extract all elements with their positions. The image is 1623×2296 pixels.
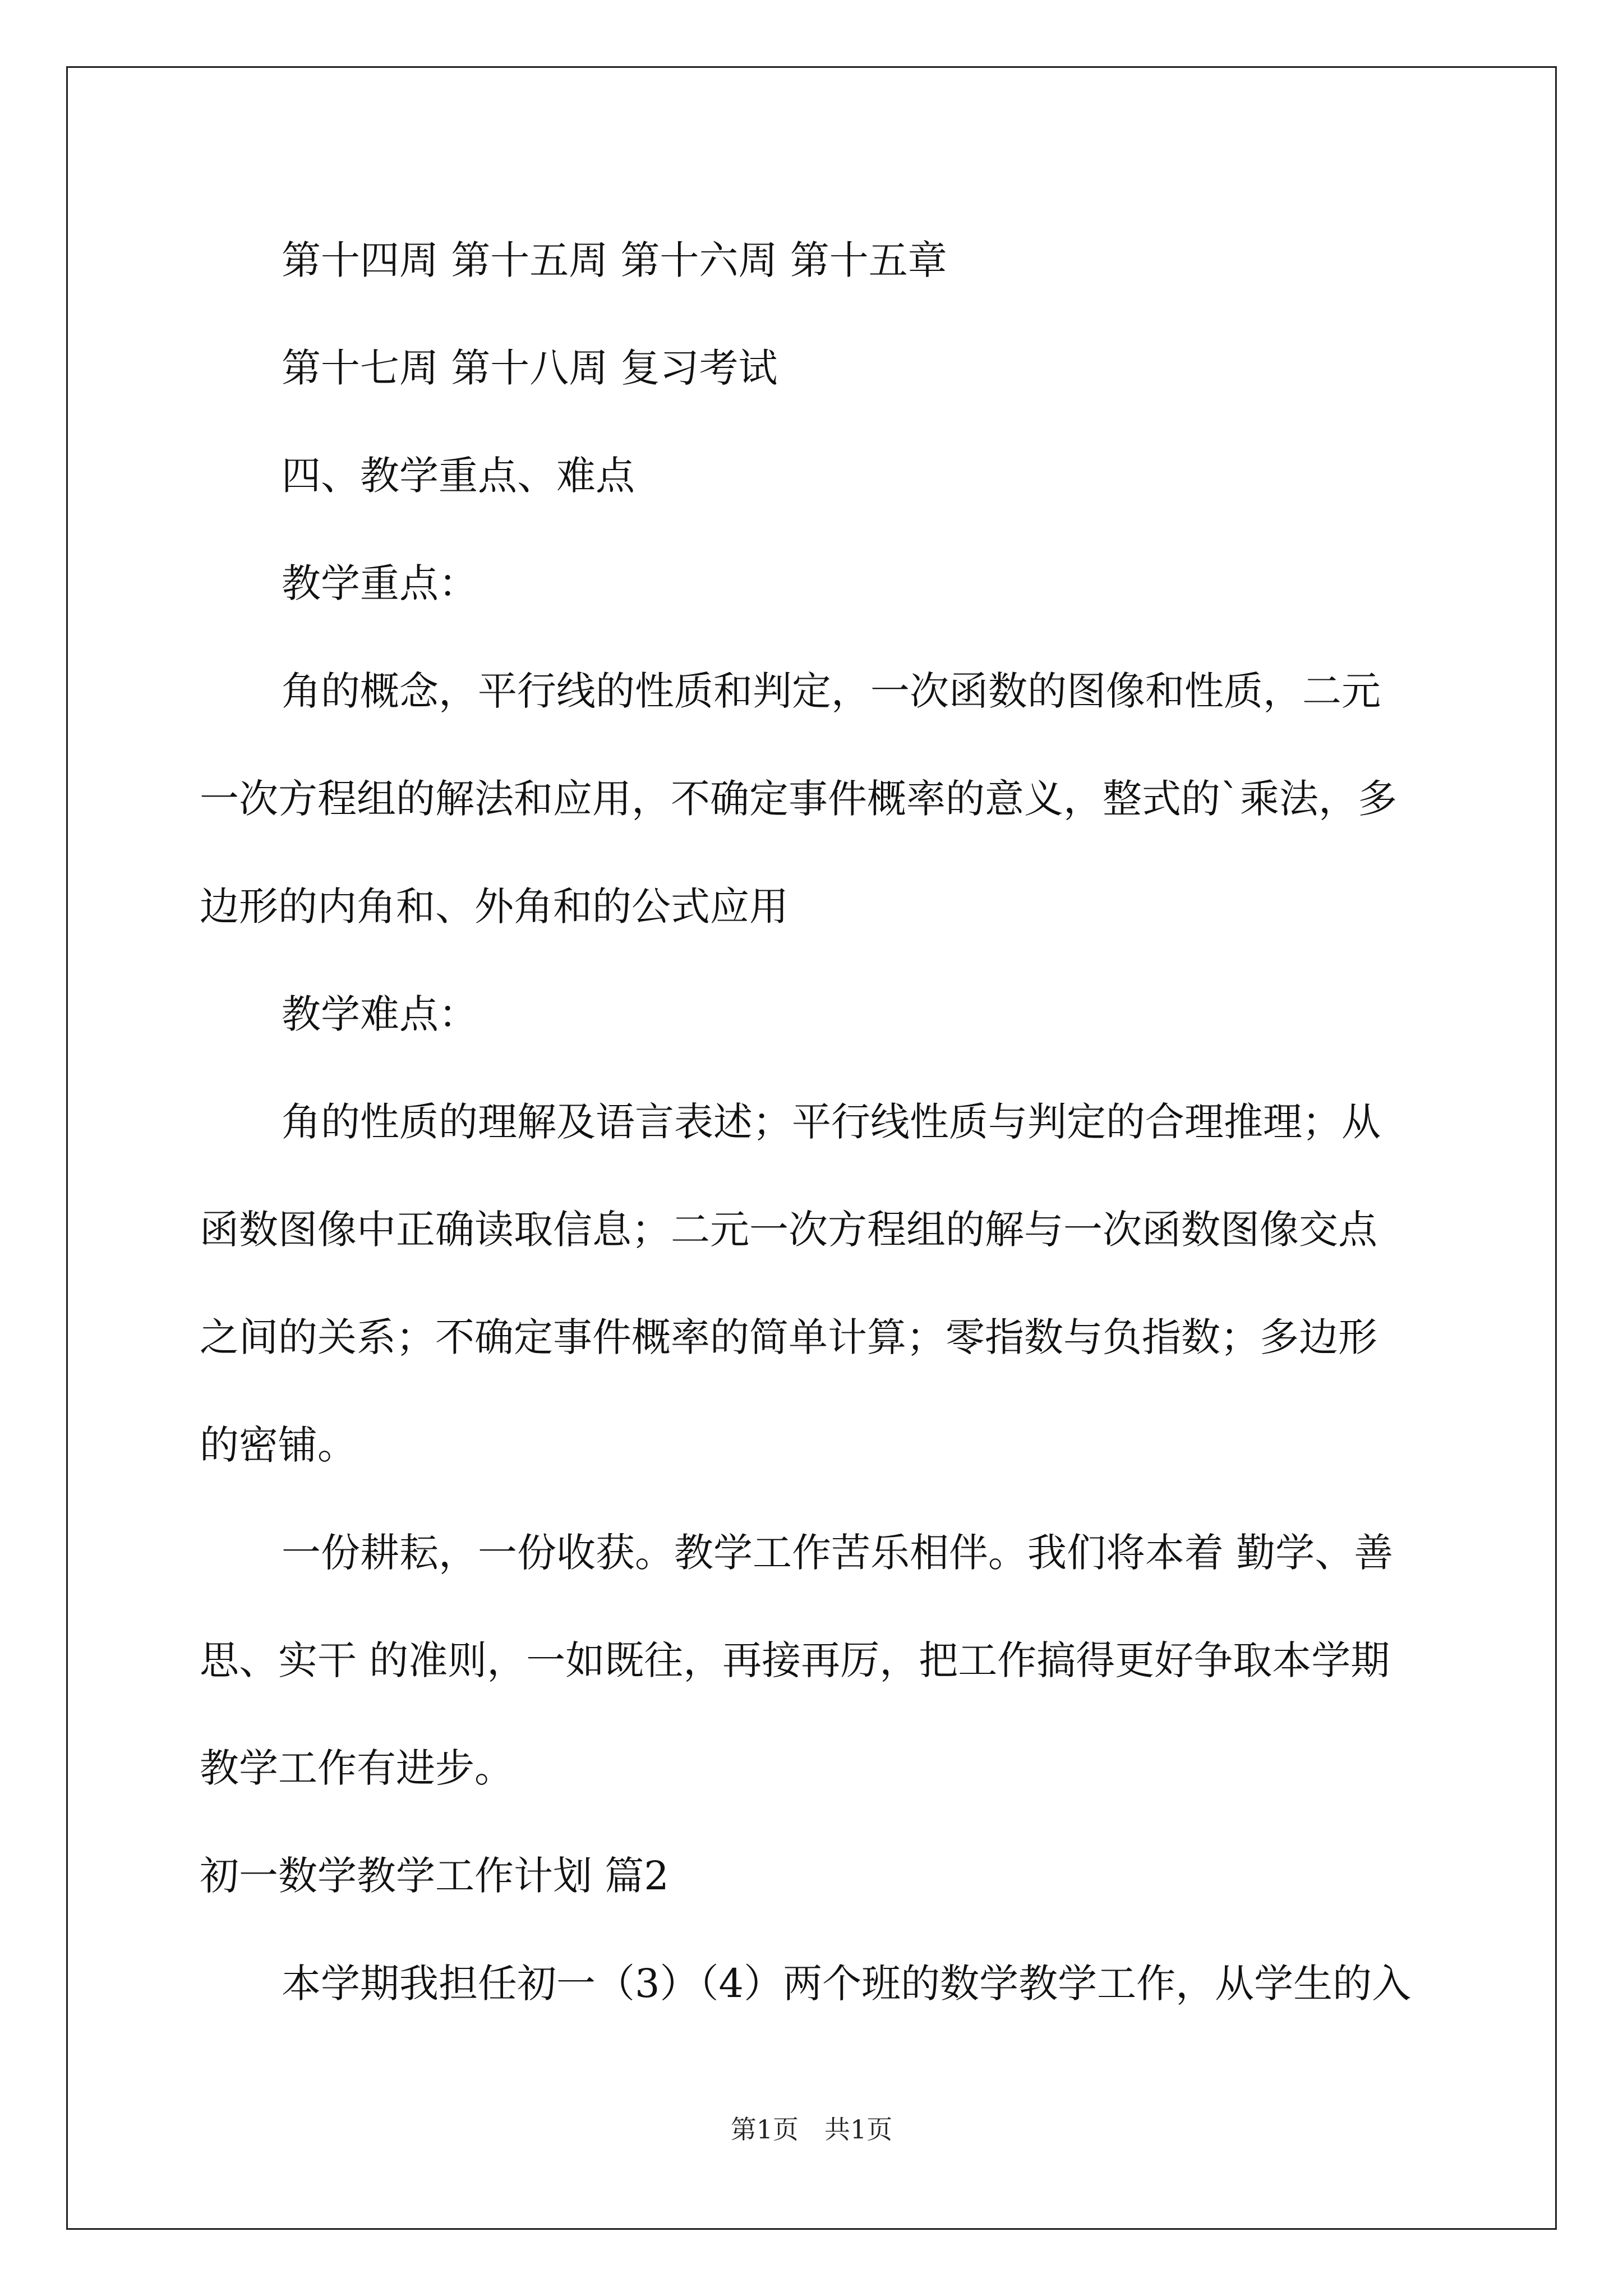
text-line: 教学工作有进步。: [200, 1745, 514, 1791]
text-line: 第十七周 第十八周 复习考试: [282, 345, 778, 391]
text-line: 之间的关系；不确定事件概率的简单计算；零指数与负指数；多边形: [200, 1314, 1377, 1360]
text-line: 函数图像中正确读取信息；二元一次方程组的解与一次函数图像交点: [200, 1207, 1377, 1253]
text-line: 第十四周 第十五周 第十六周 第十五章: [282, 237, 947, 283]
section-heading: 四、教学重点、难点: [282, 453, 635, 499]
document-body: [200, 206, 1433, 2037]
text-line: 的密铺。: [200, 1422, 357, 1468]
text-line: 角的性质的理解及语言表述；平行线性质与判定的合理推理；从: [282, 1099, 1381, 1145]
page-footer: 第1页 共1页: [730, 2114, 893, 2145]
text-line: 一次方程组的解法和应用，不确定事件概率的意义，整式的`乘法，多: [200, 776, 1397, 822]
text-line: 思、实干 的准则，一如既往，再接再厉，把工作搞得更好争取本学期: [200, 1637, 1390, 1683]
text-line: 一份耕耘，一份收获。教学工作苦乐相伴。我们将本着 勤学、善: [282, 1530, 1394, 1576]
text-line: 边形的内角和、外角和的公式应用: [200, 884, 789, 930]
text-line: 角的概念，平行线的性质和判定，一次函数的图像和性质，二元: [282, 668, 1381, 714]
text-line: 本学期我担任初一（3）（4）两个班的数学教学工作，从学生的入: [282, 1961, 1412, 2007]
article-title: 初一数学教学工作计划 篇2: [200, 1853, 669, 1899]
subheading-difficulties: 教学难点：: [282, 991, 478, 1037]
subheading-key-points: 教学重点：: [282, 560, 478, 606]
